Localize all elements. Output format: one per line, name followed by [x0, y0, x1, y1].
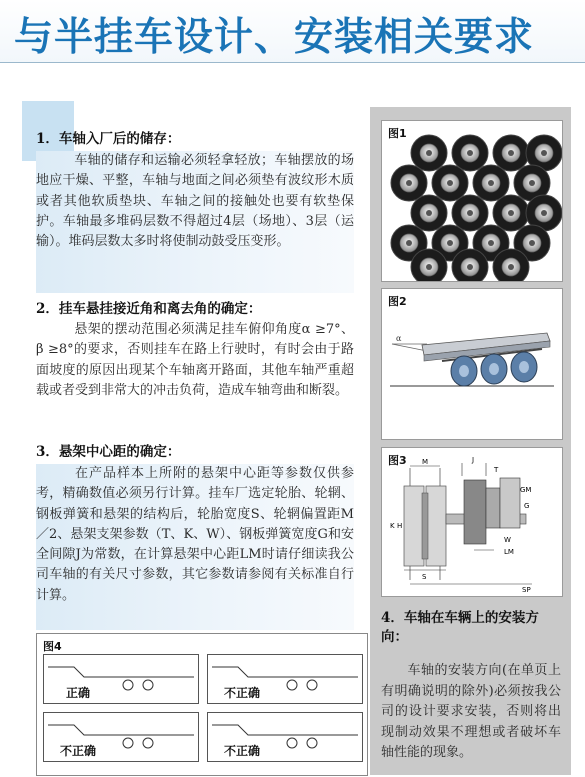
- dim-H: H: [397, 522, 403, 530]
- section-3-text: 在产品样本上所附的悬架中心距等参数仅供参考，精确数值必须另行计算。挂车厂选定轮胎、轮辋、钢板弹簧和悬架的结构后，轮胎宽度S、轮辋偏置距M／2、悬架支架参数（T、K、W）、钢板弹簧宽度G和安全间隙J为常数，在计算悬架中心距LM时请仔细读我公司车轴的有关尺寸参数，其它参数请参阅有关标准自行计算。: [36, 466, 354, 603]
- dim-W: W: [504, 536, 511, 544]
- dim-M: M: [422, 458, 429, 466]
- figure-4-label: 图4: [43, 640, 62, 653]
- stacked-axles-illustration: [382, 121, 562, 281]
- dim-J: J: [472, 456, 475, 464]
- axle-wheel: [493, 195, 529, 231]
- dim-K: K: [390, 522, 395, 530]
- section-1-heading: 1．车轴入厂后的储存：: [36, 131, 181, 147]
- axle-wheel: [411, 249, 447, 281]
- section-2-heading: 2．挂车悬挂接近角和离去角的确定：: [36, 301, 262, 317]
- figure-3: [381, 447, 563, 597]
- figure-2-label: 图2: [388, 295, 407, 308]
- figure-4: [36, 633, 368, 776]
- fig4-panel-correct: [43, 654, 199, 704]
- fig4-label-1: 正确: [66, 686, 91, 700]
- axle-wheel: [452, 195, 488, 231]
- dim-S: S: [422, 573, 427, 581]
- section-1-text: 车轴的储存和运输必须轻拿轻放；车轴摆放的场地应干燥、平整，车轴与地面之间必须垫有波纹形木质或者其他软质垫块、车轴之间的接触处也要有软垫保护。车轴最多堆码层数不得超过4层（场地）、3层（运输）。堆码层数太多时将使制动鼓受压变形。: [36, 153, 354, 250]
- section-4: [381, 609, 561, 764]
- axle-wheel: [493, 249, 529, 281]
- figure-1: [381, 120, 563, 282]
- figure-2: [381, 288, 563, 440]
- axle-wheel: [411, 195, 447, 231]
- fig4-panel-incorrect-1: [207, 654, 363, 704]
- section-4-text: 车轴的安装方向(在单页上有明确说明的除外)必须按我公司的设计要求安装，否则将出现制动效果不理想或者破坏车轴性能的现象。: [381, 663, 561, 760]
- fig4-label-4: 不正确: [224, 744, 261, 758]
- axle-wheel: [452, 249, 488, 281]
- section-3-heading: 3．悬架中心距的确定：: [36, 444, 181, 460]
- axle-wheel: [432, 165, 468, 201]
- axle-wheel: [391, 165, 427, 201]
- section-4-body: [381, 661, 561, 764]
- section-2-text: 悬架的摆动范围必须满足挂车俯仰角度α ≥7°、β ≥8°的要求，否则挂车在路上行驶时，有时会由于路面坡度的原因出现某个车轴离开路面，其他车轴严重超载或者受到非常大的冲击负荷，造成车轴弯曲和断裂。: [36, 322, 354, 398]
- fig4-label-2: 不正确: [224, 686, 261, 700]
- fig4-panel-incorrect-3: [207, 712, 363, 762]
- fig4-panel-incorrect-2: [43, 712, 199, 762]
- section-3-body: [36, 464, 354, 630]
- axle-dimension-drawing: [382, 448, 562, 596]
- section-1-body: [36, 151, 354, 293]
- alpha-label: α: [396, 334, 402, 343]
- dim-GM: GM: [520, 486, 532, 494]
- axle-wheel: [473, 165, 509, 201]
- title-bar: [0, 0, 585, 63]
- section-2-body: [36, 320, 354, 401]
- dim-LM: LM: [504, 548, 514, 556]
- page-title: 与半挂车设计、安装相关要求: [14, 15, 535, 60]
- figure-1-label: 图1: [388, 127, 407, 140]
- dim-SP: SP: [522, 586, 531, 594]
- trailer-wheels: [451, 352, 537, 386]
- axle-wheel: [411, 135, 447, 171]
- section-4-heading: 4．车轴在车辆上的安装方向：: [381, 610, 539, 645]
- trailer-angle-diagram: [382, 289, 562, 439]
- fig4-label-3: 不正确: [60, 744, 97, 758]
- axle-wheel: [493, 135, 529, 171]
- axle-wheel: [452, 135, 488, 171]
- figure-3-label: 图3: [388, 454, 407, 467]
- dim-G: G: [524, 502, 530, 510]
- dim-T: T: [494, 466, 499, 474]
